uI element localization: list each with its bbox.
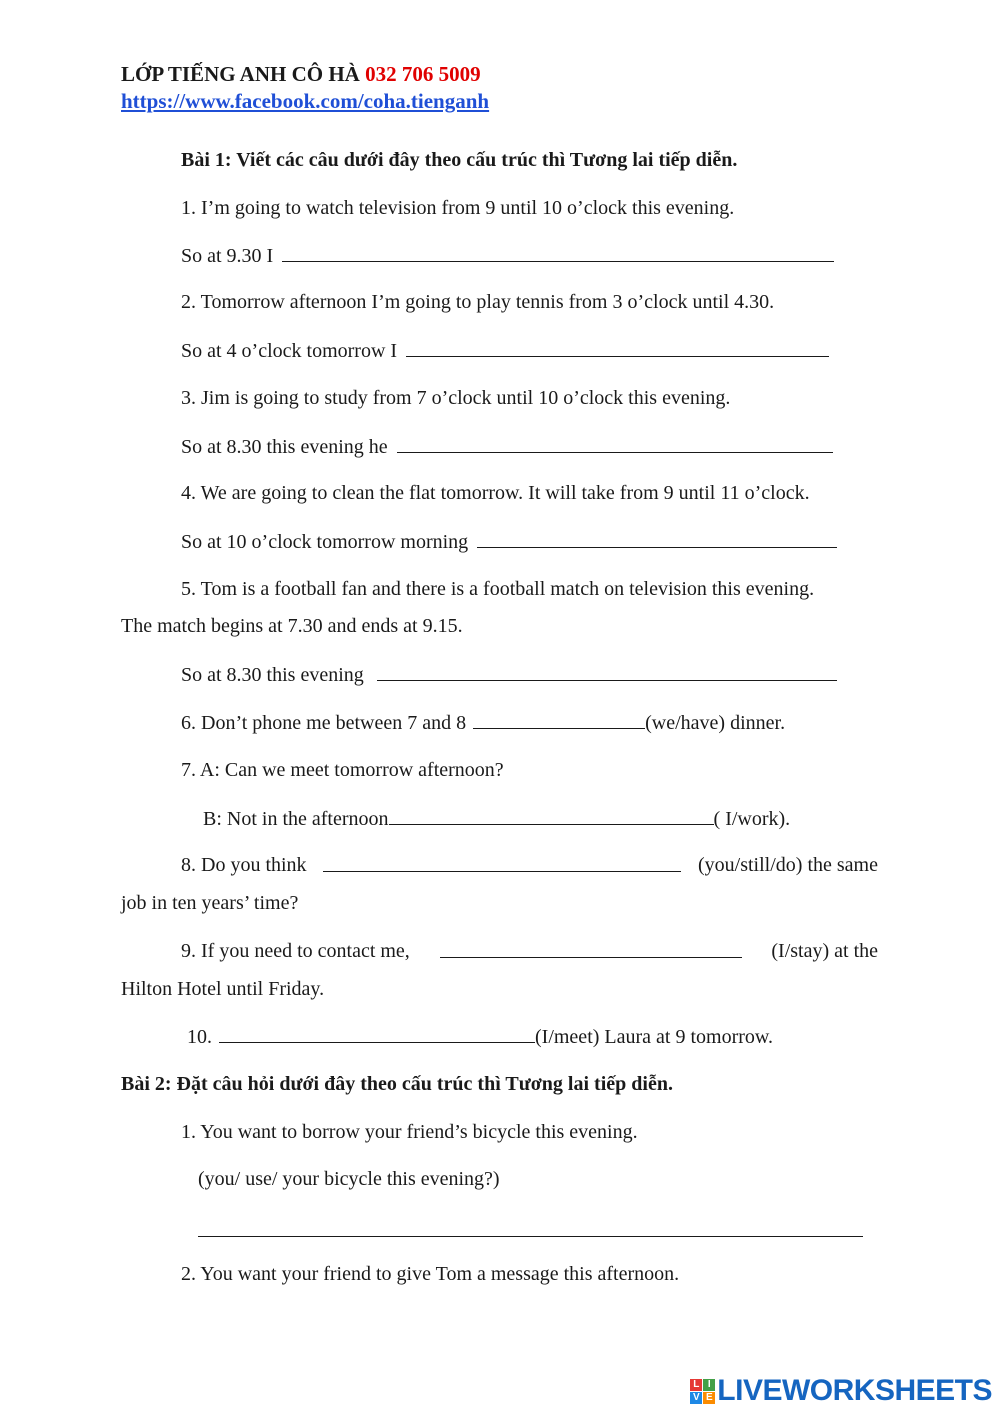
school-header [121,62,481,86]
ex2-question-1: 1. You want to borrow your friend’s bicycle this evening. [181,1121,638,1143]
logo-letter-i: I [703,1379,715,1391]
ex1-answer-5-blank[interactable] [377,662,837,681]
ex1-question-5-line-1: 5. Tom is a football fan and there is a football match on television this evening. [181,578,815,600]
ex1-answer-1-prompt: So at 9.30 I [181,245,274,267]
ex1-answer-2-prompt: So at 4 o’clock tomorrow I [181,340,398,362]
ex1-question-6-blank[interactable] [473,710,645,729]
exercise-2-title: Bài 2: Đặt câu hỏi dưới đây theo cấu trúc thì Tương lai tiếp diễn. [121,1073,673,1095]
ex1-question-8-line-2: job in ten years’ time? [121,892,299,914]
ex1-answer-3-row [181,434,833,459]
ex1-question-7b [203,806,790,831]
ex2-question-1-prompt: (you/ use/ your bicycle this evening?) [198,1168,500,1190]
ex1-question-5-line-2: The match begins at 7.30 and ends at 9.15. [121,615,463,637]
ex2-answer-1-line[interactable] [198,1236,863,1237]
ex1-question-7b-pre: B: Not in the afternoon [203,808,389,830]
ex1-answer-3-prompt: So at 8.30 this evening he [181,436,388,458]
logo-letter-e: E [703,1392,715,1404]
ex1-question-9-post: (I/stay) at the [771,940,878,962]
ex1-question-8-blank[interactable] [323,853,681,872]
facebook-link[interactable]: https://www.facebook.com/coha.tienganh [121,89,490,113]
ex1-question-9-pre: 9. If you need to contact me, [181,940,410,962]
ex1-question-9-blank[interactable] [440,939,742,958]
ex1-question-3: 3. Jim is going to study from 7 o’clock until 10 o’clock this evening. [181,387,731,409]
ex1-question-9-line-2: Hilton Hotel until Friday. [121,978,325,1000]
logo-letter-v: V [690,1392,702,1404]
ex1-answer-2-row [181,338,829,363]
ex1-answer-4-row [181,529,837,554]
logo-letter-l: L [690,1379,702,1391]
ex1-answer-3-blank[interactable] [397,434,833,453]
ex1-question-8-post: (you/still/do) the same [698,854,878,876]
ex1-question-6-pre: 6. Don’t phone me between 7 and 8 [181,712,467,734]
ex1-question-6 [181,710,785,735]
liveworksheets-logo-text: LIVEWORKSHEETS [717,1374,992,1407]
ex1-question-10 [187,1024,773,1049]
liveworksheets-logo[interactable] [690,1374,992,1408]
ex1-question-10-blank[interactable] [219,1024,535,1043]
ex1-question-8 [181,853,878,877]
ex1-question-10-post: (I/meet) Laura at 9 tomorrow. [535,1026,774,1048]
ex1-answer-5-row [181,662,837,687]
ex1-question-2: 2. Tomorrow afternoon I’m going to play tennis from 3 o’clock until 4.30. [181,291,775,313]
ex1-question-7b-blank[interactable] [389,806,714,825]
ex1-answer-4-blank[interactable] [477,529,837,548]
ex1-answer-5-prompt: So at 8.30 this evening [181,664,364,686]
ex1-answer-2-blank[interactable] [406,338,829,357]
ex1-answer-1-blank[interactable] [282,243,834,262]
ex1-question-7b-post: ( I/work). [713,808,791,830]
ex2-question-2: 2. You want your friend to give Tom a message this afternoon. [181,1263,680,1285]
ex1-answer-4-prompt: So at 10 o’clock tomorrow morning [181,531,469,553]
ex1-question-7a: 7. A: Can we meet tomorrow afternoon? [181,759,504,781]
ex1-question-4: 4. We are going to clean the flat tomorrow. It will take from 9 until 11 o’clock. [181,482,810,504]
exercise-1-title: Bài 1: Viết các câu dưới đây theo cấu trúc thì Tương lai tiếp diễn. [181,149,738,171]
ex1-question-10-pre: 10. [187,1026,212,1048]
ex1-question-1: 1. I’m going to watch television from 9 until 10 o’clock this evening. [181,197,735,219]
school-name: LỚP TIẾNG ANH CÔ HÀ [121,62,360,86]
ex1-answer-1-row [181,243,834,268]
phone-number: 032 706 5009 [365,62,481,86]
ex1-question-6-post: (we/have) dinner. [645,712,786,734]
ex1-question-9 [181,939,878,963]
liveworksheets-logo-icon [690,1379,715,1404]
ex1-question-8-pre: 8. Do you think [181,854,307,876]
